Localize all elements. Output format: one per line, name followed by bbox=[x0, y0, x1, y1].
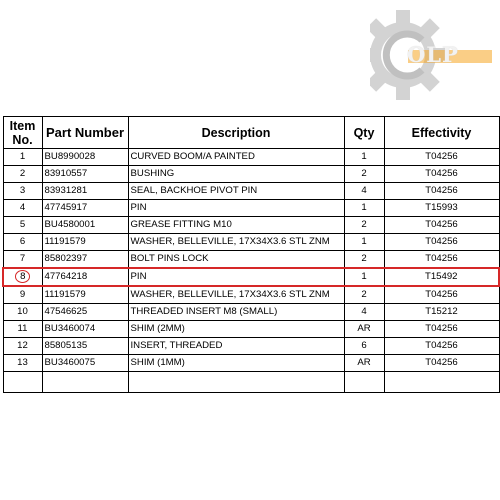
cell-description: BUSHING bbox=[128, 166, 344, 183]
cell-effectivity: T04256 bbox=[384, 183, 499, 200]
header-description: Description bbox=[128, 117, 344, 149]
cell-qty: 1 bbox=[344, 149, 384, 166]
cell-effectivity: T15993 bbox=[384, 200, 499, 217]
cell-part-number: BU8990028 bbox=[42, 149, 128, 166]
table-row bbox=[3, 321, 499, 338]
cell-qty: 4 bbox=[344, 304, 384, 321]
cell-item: 1 bbox=[3, 149, 42, 166]
cell-effectivity: T04256 bbox=[384, 286, 499, 304]
cell-description: WASHER, BELLEVILLE, 17X34X3.6 STL ZNM bbox=[128, 286, 344, 304]
cell-qty: 1 bbox=[344, 268, 384, 286]
cell-description: CURVED BOOM/A PAINTED bbox=[128, 149, 344, 166]
cell-item: 13 bbox=[3, 355, 42, 372]
header-part-number: Part Number bbox=[42, 117, 128, 149]
cell-qty: AR bbox=[344, 355, 384, 372]
cell-qty: 2 bbox=[344, 251, 384, 269]
table-row bbox=[3, 251, 499, 269]
header-item-no: Item No. bbox=[3, 117, 42, 149]
table-row bbox=[3, 338, 499, 355]
empty-cell bbox=[128, 372, 344, 393]
cell-part-number: 83931281 bbox=[42, 183, 128, 200]
table-header-row bbox=[3, 117, 499, 149]
table-row bbox=[3, 304, 499, 321]
cell-part-number: BU3460075 bbox=[42, 355, 128, 372]
table-row bbox=[3, 355, 499, 372]
cell-item bbox=[3, 268, 42, 286]
cell-description: SHIM (1MM) bbox=[128, 355, 344, 372]
cell-description: SHIM (2MM) bbox=[128, 321, 344, 338]
cell-effectivity: T04256 bbox=[384, 166, 499, 183]
cell-effectivity: T04256 bbox=[384, 217, 499, 234]
cell-part-number: 83910557 bbox=[42, 166, 128, 183]
cell-effectivity: T04256 bbox=[384, 251, 499, 269]
table-row bbox=[3, 234, 499, 251]
empty-cell bbox=[3, 372, 42, 393]
cell-part-number: BU3460074 bbox=[42, 321, 128, 338]
cell-effectivity: T15492 bbox=[384, 268, 499, 286]
cell-qty: 2 bbox=[344, 166, 384, 183]
cell-item: 12 bbox=[3, 338, 42, 355]
cell-description: INSERT, THREADED bbox=[128, 338, 344, 355]
cell-item: 10 bbox=[3, 304, 42, 321]
cell-part-number: 85805135 bbox=[42, 338, 128, 355]
cell-description: WASHER, BELLEVILLE, 17X34X3.6 STL ZNM bbox=[128, 234, 344, 251]
cell-effectivity: T04256 bbox=[384, 321, 499, 338]
cell-description: SEAL, BACKHOE PIVOT PIN bbox=[128, 183, 344, 200]
logo-text: OLP bbox=[407, 42, 459, 67]
cell-item: 11 bbox=[3, 321, 42, 338]
cell-effectivity: T04256 bbox=[384, 338, 499, 355]
cell-qty: 4 bbox=[344, 183, 384, 200]
cell-qty: 2 bbox=[344, 217, 384, 234]
header-qty: Qty bbox=[344, 117, 384, 149]
cell-item: 2 bbox=[3, 166, 42, 183]
table-row-highlighted bbox=[3, 268, 499, 286]
table-row bbox=[3, 217, 499, 234]
table-row bbox=[3, 200, 499, 217]
table-row bbox=[3, 149, 499, 166]
empty-cell bbox=[42, 372, 128, 393]
cell-part-number: 11191579 bbox=[42, 234, 128, 251]
header-effectivity: Effectivity bbox=[384, 117, 499, 149]
cell-description: THREADED INSERT M8 (SMALL) bbox=[128, 304, 344, 321]
cell-qty: 2 bbox=[344, 286, 384, 304]
cell-part-number: 11191579 bbox=[42, 286, 128, 304]
cell-description: PIN bbox=[128, 268, 344, 286]
cell-description: PIN bbox=[128, 200, 344, 217]
empty-cell bbox=[384, 372, 499, 393]
cell-part-number: 47764218 bbox=[42, 268, 128, 286]
table-row bbox=[3, 183, 499, 200]
cell-description: BOLT PINS LOCK bbox=[128, 251, 344, 269]
cell-qty: AR bbox=[344, 321, 384, 338]
cell-effectivity: T04256 bbox=[384, 355, 499, 372]
table-row bbox=[3, 166, 499, 183]
parts-table bbox=[2, 116, 500, 393]
cell-effectivity: T15212 bbox=[384, 304, 499, 321]
cell-item: 7 bbox=[3, 251, 42, 269]
cell-item: 3 bbox=[3, 183, 42, 200]
cell-effectivity: T04256 bbox=[384, 234, 499, 251]
cell-qty: 6 bbox=[344, 338, 384, 355]
cell-qty: 1 bbox=[344, 234, 384, 251]
cell-item: 4 bbox=[3, 200, 42, 217]
cell-description: GREASE FITTING M10 bbox=[128, 217, 344, 234]
cell-part-number: 85802397 bbox=[42, 251, 128, 269]
cell-part-number: BU4580001 bbox=[42, 217, 128, 234]
highlight-circle: 8 bbox=[15, 270, 30, 283]
cell-part-number: 47745917 bbox=[42, 200, 128, 217]
cell-effectivity: T04256 bbox=[384, 149, 499, 166]
table-row-empty bbox=[3, 372, 499, 393]
table-row bbox=[3, 286, 499, 304]
cell-part-number: 47546625 bbox=[42, 304, 128, 321]
empty-cell bbox=[344, 372, 384, 393]
cell-qty: 1 bbox=[344, 200, 384, 217]
cell-item: 6 bbox=[3, 234, 42, 251]
cell-item: 9 bbox=[3, 286, 42, 304]
cell-item: 5 bbox=[3, 217, 42, 234]
